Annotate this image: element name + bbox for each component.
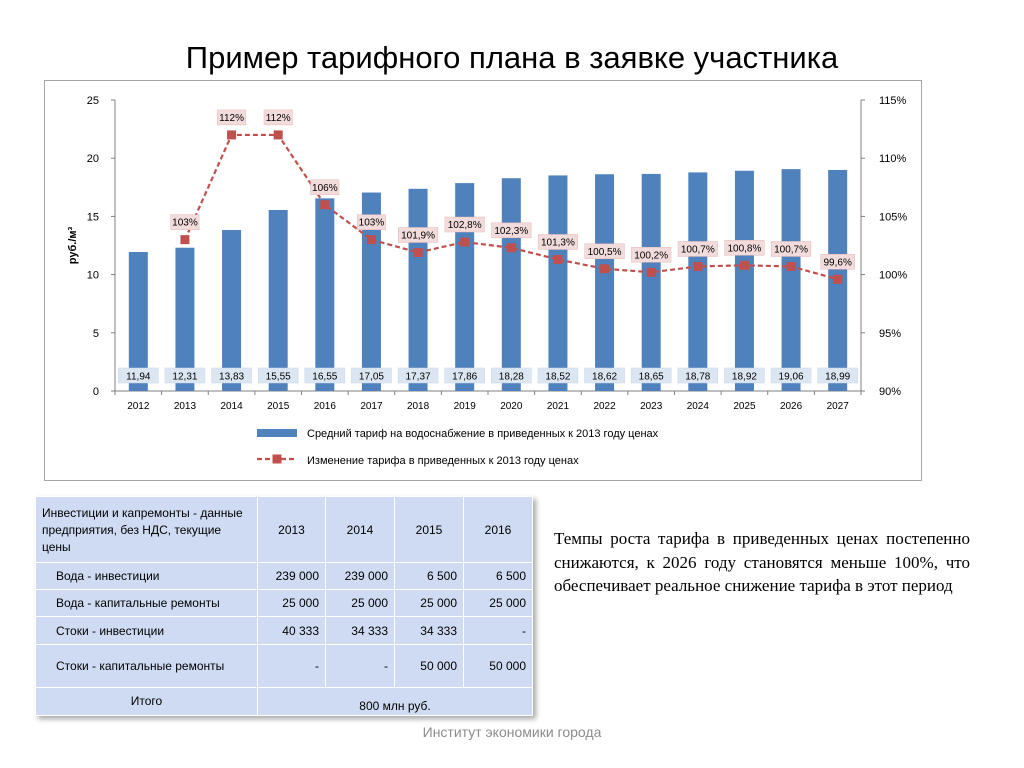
x-tick-label: 2018 bbox=[406, 401, 430, 412]
line-value-label: 100,2% bbox=[634, 250, 669, 262]
y2-tick-label: 95% bbox=[879, 327, 902, 340]
line-marker bbox=[600, 264, 609, 273]
bar-value-label: 18,78 bbox=[685, 371, 711, 383]
line-value-label: 100,8% bbox=[727, 243, 762, 255]
x-tick-label: 2027 bbox=[826, 401, 849, 412]
table-header-row bbox=[36, 497, 533, 563]
bar-value-label: 18,62 bbox=[592, 371, 618, 383]
legend-bar-swatch bbox=[257, 429, 297, 437]
line-marker bbox=[740, 261, 749, 270]
line-marker bbox=[647, 268, 656, 277]
table-cell: 50 000 bbox=[464, 645, 533, 688]
line-value-label: 101,9% bbox=[401, 230, 436, 242]
bar-value-label: 18,65 bbox=[638, 371, 664, 383]
commentary-text: Темпы роста тарифа в приведенных ценах постепенно снижаются, к 2026 году становятся меньше 100%, что обеспечивает реальное снижение тарифа в этот период bbox=[554, 529, 970, 595]
table-row bbox=[36, 617, 533, 645]
line-marker bbox=[693, 262, 702, 271]
table-cell: - bbox=[258, 645, 326, 688]
bar bbox=[409, 189, 428, 391]
table-cell: 6 500 bbox=[464, 563, 533, 590]
x-tick-label: 2014 bbox=[220, 401, 243, 412]
table-row-label: Вода - капитальные ремонты bbox=[36, 590, 258, 617]
y2-tick-label: 105% bbox=[879, 211, 908, 224]
bar bbox=[269, 210, 288, 391]
bar-value-label: 11,94 bbox=[126, 371, 151, 383]
page-title: Пример тарифного плана в заявке участника bbox=[185, 40, 839, 75]
table-row-label: Стоки - инвестиции bbox=[36, 617, 258, 645]
bar-value-label: 19,06 bbox=[778, 371, 804, 383]
legend-line-marker bbox=[273, 455, 282, 464]
y-axis-title: руб./м³ bbox=[67, 226, 79, 265]
line-value-label: 102,8% bbox=[447, 220, 482, 232]
x-tick-label: 2013 bbox=[173, 401, 197, 412]
table-total-label: Итого bbox=[36, 688, 258, 716]
table-header-label: Инвестиции и капремонты - данные предприятия, без НДС, текущие цены bbox=[36, 497, 258, 563]
x-tick-label: 2022 bbox=[593, 401, 616, 412]
table-cell: 34 333 bbox=[326, 617, 395, 645]
table-row-label: Вода - инвестиции bbox=[36, 563, 258, 590]
bar-value-label: 18,99 bbox=[825, 371, 851, 383]
line-marker bbox=[414, 248, 423, 257]
bar bbox=[455, 183, 474, 391]
table-row bbox=[36, 645, 533, 688]
bar-value-label: 18,92 bbox=[731, 371, 757, 383]
bar-value-label: 17,86 bbox=[452, 371, 478, 383]
y-tick-label: 5 bbox=[92, 327, 99, 340]
bar-value-label: 13,83 bbox=[219, 371, 245, 383]
x-tick-label: 2012 bbox=[127, 401, 150, 412]
line-value-label: 99,6% bbox=[823, 257, 852, 269]
x-tick-label: 2025 bbox=[733, 401, 756, 412]
y2-tick-label: 100% bbox=[879, 269, 908, 282]
y-tick-label: 10 bbox=[86, 269, 99, 282]
table-year-2014: 2014 bbox=[326, 497, 395, 563]
table-cell: 6 500 bbox=[395, 563, 464, 590]
bar-value-label: 18,28 bbox=[498, 371, 524, 383]
line-value-label: 100,7% bbox=[680, 244, 715, 256]
y2-tick-label: 115% bbox=[879, 95, 907, 107]
legend-bar-label: Средний тариф на водоснабжение в приведенных к 2013 году ценах bbox=[307, 428, 659, 440]
bar-value-label: 17,37 bbox=[405, 371, 431, 383]
x-tick-label: 2026 bbox=[779, 401, 803, 412]
line-value-label: 112% bbox=[265, 112, 291, 124]
table-cell: 239 000 bbox=[326, 563, 395, 590]
table-year-2013: 2013 bbox=[258, 497, 326, 563]
bar-value-label: 17,05 bbox=[358, 371, 384, 383]
bar bbox=[688, 172, 707, 391]
table-total-row bbox=[36, 688, 533, 716]
line-marker bbox=[553, 255, 562, 264]
line-value-label: 106% bbox=[312, 182, 338, 194]
line-value-label: 100,7% bbox=[774, 244, 809, 256]
tariff-chart bbox=[45, 81, 921, 480]
line-value-label: 102,3% bbox=[494, 225, 529, 237]
table-cell: 25 000 bbox=[326, 590, 395, 617]
table-cell: 25 000 bbox=[395, 590, 464, 617]
bar bbox=[502, 178, 521, 391]
bar-value-label: 16,55 bbox=[312, 371, 338, 383]
line-marker bbox=[833, 275, 842, 284]
line-value-label: 101,3% bbox=[540, 237, 575, 249]
table-row bbox=[36, 563, 533, 590]
bar bbox=[315, 198, 334, 391]
bar bbox=[782, 169, 801, 391]
line-value-label: 100,5% bbox=[587, 246, 622, 258]
bar bbox=[222, 230, 241, 391]
bar-value-label: 12,31 bbox=[172, 371, 198, 383]
line-value-label: 103% bbox=[358, 217, 385, 229]
x-tick-label: 2020 bbox=[500, 401, 523, 412]
table-year-2015: 2015 bbox=[395, 497, 464, 563]
bar bbox=[595, 174, 614, 391]
y-tick-label: 15 bbox=[86, 211, 99, 224]
legend-line-label: Изменение тарифа в приведенных к 2013 году ценах bbox=[307, 455, 579, 467]
table-cell: - bbox=[464, 617, 533, 645]
bar bbox=[548, 175, 567, 391]
line-marker bbox=[180, 235, 189, 244]
y2-tick-label: 90% bbox=[879, 386, 902, 398]
line-marker bbox=[227, 130, 236, 139]
x-tick-label: 2015 bbox=[267, 401, 290, 412]
table-cell: 50 000 bbox=[395, 645, 464, 688]
line-marker bbox=[460, 238, 469, 247]
y-tick-label: 20 bbox=[86, 153, 99, 166]
bar bbox=[642, 174, 661, 391]
x-tick-label: 2016 bbox=[313, 401, 336, 412]
table-cell: 40 333 bbox=[258, 617, 326, 645]
investment-table bbox=[35, 496, 533, 716]
line-marker bbox=[787, 262, 796, 271]
table-year-2016: 2016 bbox=[464, 497, 533, 563]
table-cell: 239 000 bbox=[258, 563, 326, 590]
bar bbox=[735, 171, 754, 391]
x-tick-label: 2024 bbox=[686, 401, 709, 412]
line-marker bbox=[320, 200, 329, 209]
line-marker bbox=[274, 130, 283, 139]
line-value-label: 103% bbox=[172, 217, 198, 229]
table-row bbox=[36, 590, 533, 617]
bar-value-label: 18,52 bbox=[545, 371, 571, 383]
line-value-label: 112% bbox=[219, 112, 244, 124]
x-tick-label: 2017 bbox=[360, 401, 383, 412]
table-cell: 25 000 bbox=[464, 590, 533, 617]
x-tick-label: 2019 bbox=[453, 401, 476, 412]
line-marker bbox=[507, 243, 516, 252]
table-row-label: Стоки - капитальные ремонты bbox=[36, 645, 258, 688]
table-cell: 25 000 bbox=[258, 590, 326, 617]
y-tick-label: 25 bbox=[86, 95, 99, 107]
footer-text: Институт экономики города bbox=[422, 724, 602, 740]
table-total-value: 800 млн руб. bbox=[258, 688, 533, 716]
chart-container bbox=[44, 80, 922, 481]
x-tick-label: 2023 bbox=[640, 401, 663, 412]
y2-tick-label: 110% bbox=[879, 153, 907, 166]
y-tick-label: 0 bbox=[92, 386, 99, 398]
table-cell: 34 333 bbox=[395, 617, 464, 645]
table-cell: - bbox=[326, 645, 395, 688]
bar-value-label: 15,55 bbox=[265, 371, 291, 383]
line-marker bbox=[367, 235, 376, 244]
x-tick-label: 2021 bbox=[546, 401, 570, 412]
